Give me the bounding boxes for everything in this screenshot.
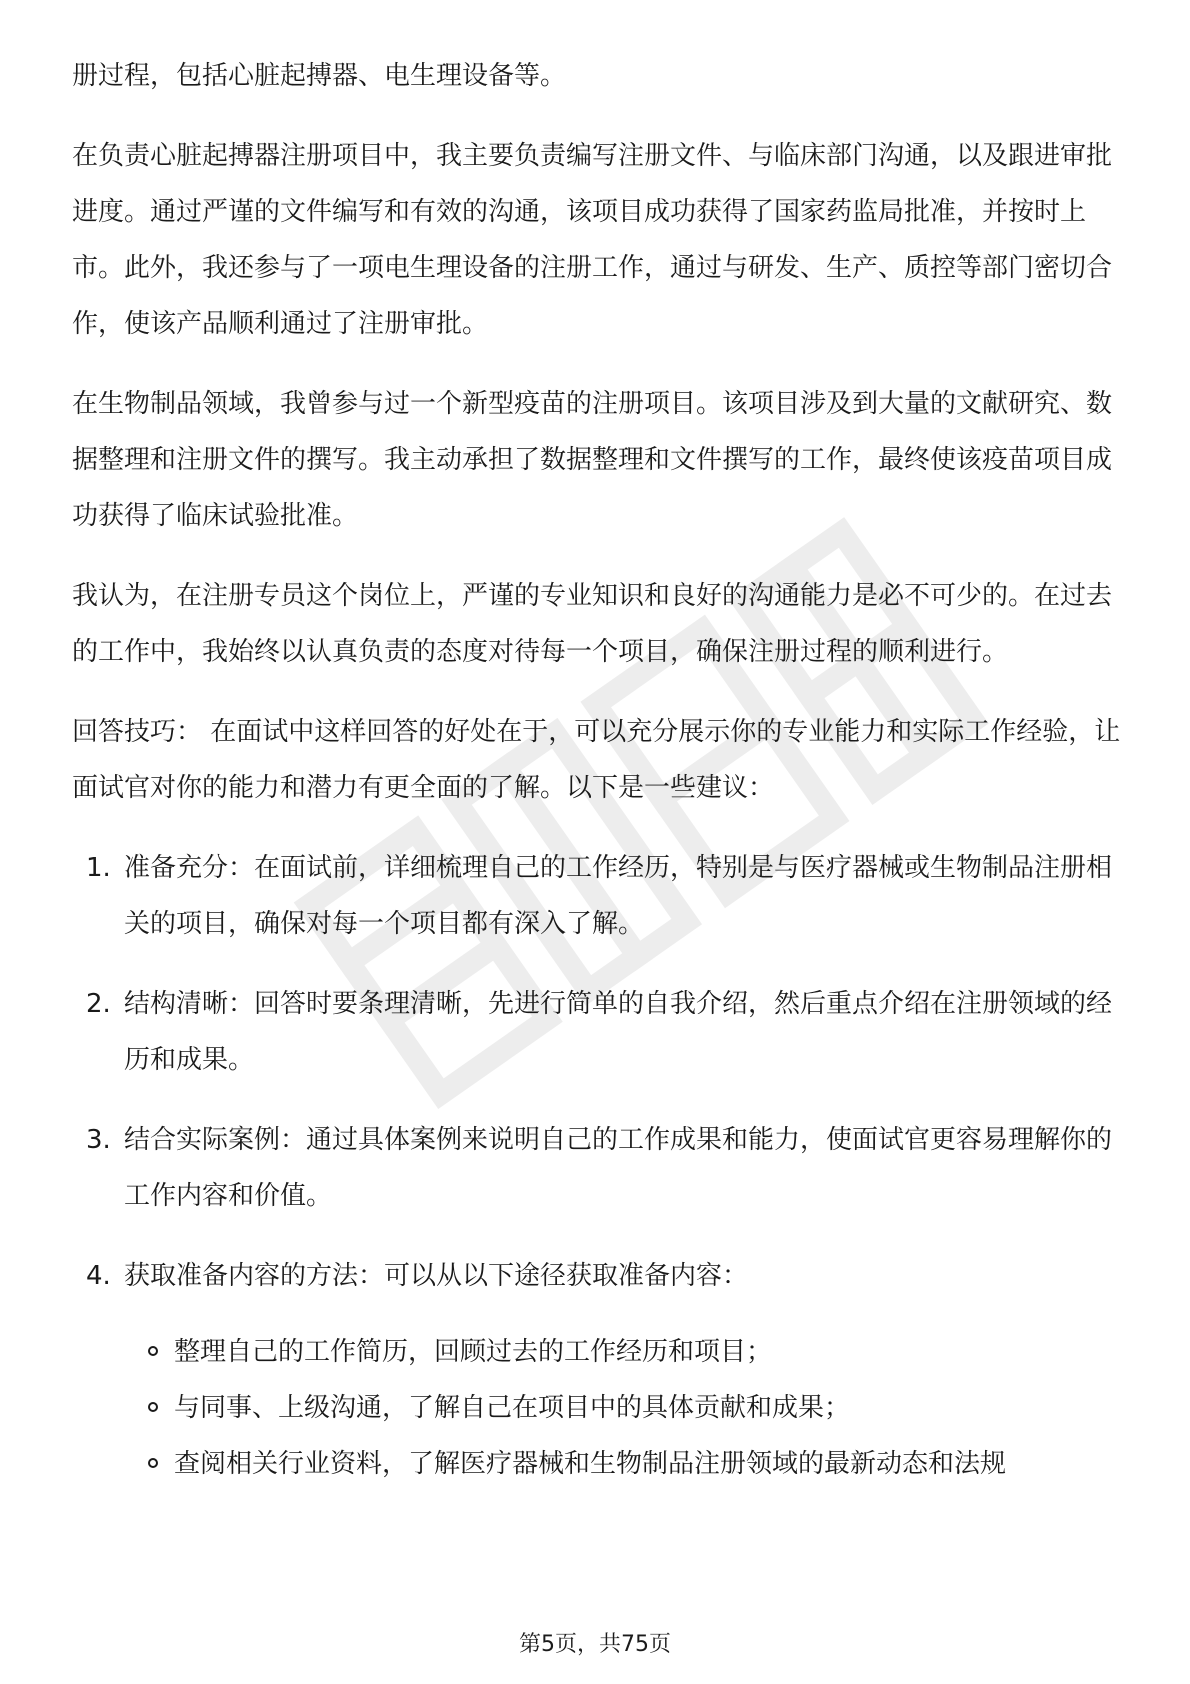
circle-bullet-icon [148, 1458, 158, 1468]
page-footer: 第5页，共75页 [519, 1632, 671, 1657]
sub-list-item-text: 查阅相关行业资料，了解医疗器械和生物制品注册领域的最新动态和法规 [174, 1449, 1007, 1479]
list-item-text: 结构清晰：回答时要条理清晰，先进行简单的自我介绍，然后重点介绍在注册领域的经历和成果。 [124, 989, 1113, 1075]
list-item-text: 准备充分：在面试前，详细梳理自己的工作经历，特别是与医疗器械或生物制品注册相关的项目，确保对每一个项目都有深入了解。 [124, 853, 1113, 939]
list-item [72, 1112, 1122, 1224]
circle-bullet-icon [148, 1402, 158, 1412]
sub-list-item-text: 整理自己的工作简历，回顾过去的工作经历和项目； [174, 1337, 773, 1367]
document-body [72, 48, 1122, 1516]
sub-list-item [148, 1436, 1122, 1492]
list-item [72, 976, 1122, 1088]
list-item-number: 3. [86, 1125, 111, 1155]
list-item-number: 2. [86, 989, 111, 1019]
paragraph-conclusion: 我认为，在注册专员这个岗位上，严谨的专业知识和良好的沟通能力是必不可少的。在过去的工作中，我始终以认真负责的态度对待每一个项目，确保注册过程的顺利进行。 [72, 581, 1113, 667]
paragraph-pacemaker-project: 在负责心脏起搏器注册项目中，我主要负责编写注册文件、与临床部门沟通，以及跟进审批进度。通过严谨的文件编写和有效的沟通，该项目成功获得了国家药监局批准，并按时上市。此外，我还参与了一项电生理设备的注册工作，通过与研发、生产、质控等部门密切合作，使该产品顺利通过了注册审批。 [72, 141, 1113, 339]
sub-list-item [148, 1380, 1122, 1436]
list-item-number: 1. [86, 853, 111, 883]
sub-list-item [148, 1324, 1122, 1380]
list-item-text: 获取准备内容的方法：可以从以下途径获取准备内容： [124, 1261, 749, 1291]
list-item [72, 840, 1122, 952]
paragraph-vaccine-project: 在生物制品领域，我曾参与过一个新型疫苗的注册项目。该项目涉及到大量的文献研究、数据整理和注册文件的撰写。我主动承担了数据整理和文件撰写的工作，最终使该疫苗项目成功获得了临床试验批准。 [72, 389, 1113, 531]
list-item-text: 结合实际案例：通过具体案例来说明自己的工作成果和能力，使面试官更容易理解你的工作内容和价值。 [124, 1125, 1113, 1211]
paragraph-continued: 册过程，包括心脏起搏器、电生理设备等。 [72, 61, 567, 91]
list-item-number: 4. [86, 1261, 111, 1291]
list-item [72, 1248, 1122, 1492]
paragraph-answer-tips: 回答技巧： 在面试中这样回答的好处在于，可以充分展示你的专业能力和实际工作经验，让面试官对你的能力和潜力有更全面的了解。以下是一些建议： [72, 717, 1121, 803]
sub-list-item-text: 与同事、上级沟通，了解自己在项目中的具体贡献和成果； [174, 1393, 851, 1423]
tips-list [72, 840, 1122, 1492]
circle-bullet-icon [148, 1346, 158, 1356]
sub-list [148, 1324, 1122, 1492]
